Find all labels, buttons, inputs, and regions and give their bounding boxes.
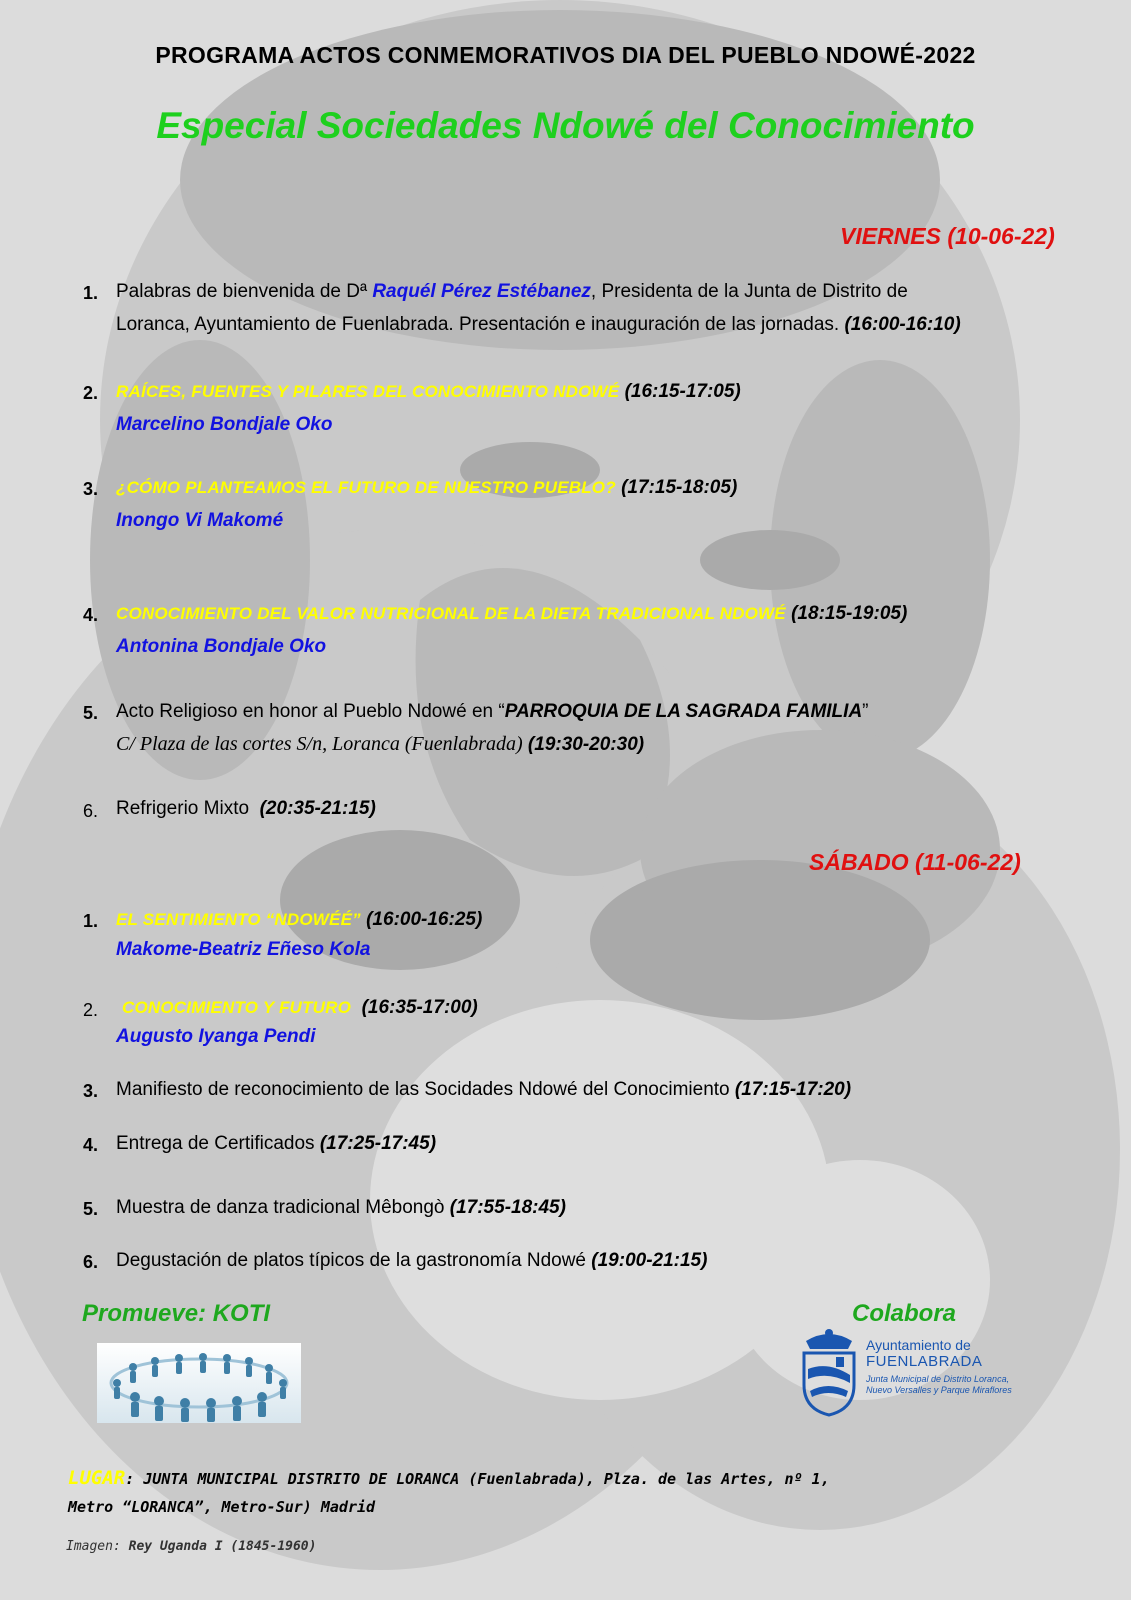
item-line — [116, 1197, 566, 1219]
item-line — [116, 798, 376, 820]
lugar-address: : JUNTA MUNICIPAL DISTRITO DE LORANCA (Fuenlabrada), Plza. de las Artes, nº 1, — [125, 1470, 830, 1488]
item-number: 4. — [82, 1135, 98, 1155]
item-time: (19:30-20:30) — [527, 734, 645, 755]
item-time: (17:55-18:45) — [449, 1197, 566, 1218]
item-text: , Presidenta de la Junta de Distrito de — [590, 281, 908, 302]
speaker-name: Antonina Bondjale Oko — [116, 636, 327, 657]
venue-name: PARROQUIA DE LA SAGRADA FAMILIA — [504, 701, 863, 722]
item-line — [116, 314, 961, 336]
item-text: Muestra de danza tradicional Mêbongò — [116, 1197, 445, 1218]
item-number: 5. — [82, 703, 98, 723]
speaker-name: Inongo Vi Makomé — [116, 510, 284, 531]
item-line — [116, 381, 741, 403]
ayto-name-line1: Ayuntamiento de — [866, 1337, 971, 1353]
talk-topic: RAÍCES, FUENTES Y PILARES DEL CONOCIMIENTO NDOWÉ — [116, 382, 620, 401]
item-time: (16:00-16:10) — [844, 314, 961, 335]
item-text: Loranca, Ayuntamiento de Fuenlabrada. Presentación e inauguración de las jornadas. — [116, 314, 840, 335]
talk-topic: CONOCIMIENTO Y FUTURO — [122, 998, 351, 1017]
item-line — [116, 909, 482, 931]
item-text: Acto Religioso en honor al Pueblo Ndowé en “ — [116, 701, 505, 722]
item-number: 3. — [82, 1081, 98, 1101]
ayto-sub-line1: Junta Municipal de Distrito Loranca, — [866, 1374, 1010, 1384]
item-time: (17:15-17:20) — [734, 1079, 852, 1100]
credit-label: Imagen: — [66, 1539, 121, 1554]
venue-address: C/ Plaza de las cortes S/n, Loranca (Fuenlabrada) — [116, 733, 523, 755]
lugar-line — [68, 1467, 830, 1489]
item-time: (16:00-16:25) — [366, 909, 483, 930]
item-time: (20:35-21:15) — [259, 798, 376, 819]
item-time: (18:15-19:05) — [791, 603, 908, 624]
item-line — [116, 733, 644, 756]
item-time: (17:25-17:45) — [319, 1133, 437, 1154]
item-line — [116, 701, 869, 723]
item-number: 6. — [82, 801, 98, 821]
fuenlabrada-logo — [798, 1325, 1012, 1417]
talk-topic: ¿CÓMO PLANTEAMOS EL FUTURO DE NUESTRO PUEBLO? — [116, 478, 616, 497]
item-time: (16:35-17:00) — [361, 997, 478, 1018]
item-number: 1. — [82, 911, 98, 931]
item-text: Palabras de bienvenida de Dª — [116, 281, 373, 302]
item-text: Refrigerio Mixto — [116, 798, 250, 819]
item-time: (16:15-17:05) — [624, 381, 741, 402]
item-text: ” — [862, 701, 869, 722]
speaker-name: Makome-Beatriz Eñeso Kola — [116, 939, 371, 960]
item-number: 2. — [82, 1000, 98, 1020]
image-credit — [66, 1539, 316, 1554]
item-line — [122, 997, 478, 1019]
ayto-name-line2: FUENLABRADA — [866, 1353, 983, 1370]
page-subtitle: Especial Sociedades Ndowé del Conocimiento — [156, 105, 975, 146]
item-line — [116, 1079, 851, 1101]
item-line — [116, 1250, 707, 1272]
item-time: (17:15-18:05) — [621, 477, 738, 498]
credit-value: Rey Uganda I (1845-1960) — [128, 1539, 317, 1554]
item-line — [116, 477, 737, 499]
page-title: PROGRAMA ACTOS CONMEMORATIVOS DIA DEL PUEBLO NDOWÉ-2022 — [155, 42, 976, 68]
item-text: Degustación de platos típicos de la gastronomía Ndowé — [116, 1250, 586, 1271]
speaker-name: Marcelino Bondjale Oko — [116, 414, 333, 435]
saturday-heading: SÁBADO (11-06-22) — [809, 849, 1021, 875]
item-number: 3. — [82, 479, 98, 499]
lugar-label: LUGAR — [68, 1467, 126, 1489]
talk-topic: CONOCIMIENTO DEL VALOR NUTRICIONAL DE LA DIETA TRADICIONAL NDOWÉ — [116, 604, 786, 623]
item-text: Manifiesto de reconocimiento de las Socidades Ndowé del Conocimiento — [116, 1079, 730, 1100]
item-line — [116, 281, 908, 303]
item-line — [116, 1133, 436, 1155]
item-number: 6. — [82, 1252, 98, 1272]
item-number: 1. — [82, 283, 98, 303]
fuenlabrada-crest-icon — [798, 1325, 860, 1417]
item-line — [116, 603, 907, 625]
item-text: Entrega de Certificados — [116, 1133, 315, 1154]
item-number: 4. — [82, 605, 98, 625]
talk-topic: EL SENTIMIENTO “NDOWÉÉ” — [116, 910, 361, 929]
promueve-heading: Promueve: KOTI — [82, 1300, 271, 1327]
host-name: Raquél Pérez Estébanez — [372, 281, 591, 302]
item-number: 5. — [82, 1199, 98, 1219]
item-time: (19:00-21:15) — [591, 1250, 708, 1271]
lugar-metro: Metro “LORANCA”, Metro-Sur) Madrid — [68, 1498, 376, 1516]
friday-heading: VIERNES (10-06-22) — [840, 223, 1055, 249]
colabora-heading: Colabora — [852, 1300, 957, 1327]
item-number: 2. — [82, 383, 98, 403]
ayto-sub-line2: Nuevo Versalles y Parque Miraflores — [866, 1385, 1012, 1395]
koti-logo — [97, 1343, 301, 1423]
speaker-name: Augusto Iyanga Pendi — [116, 1026, 316, 1047]
